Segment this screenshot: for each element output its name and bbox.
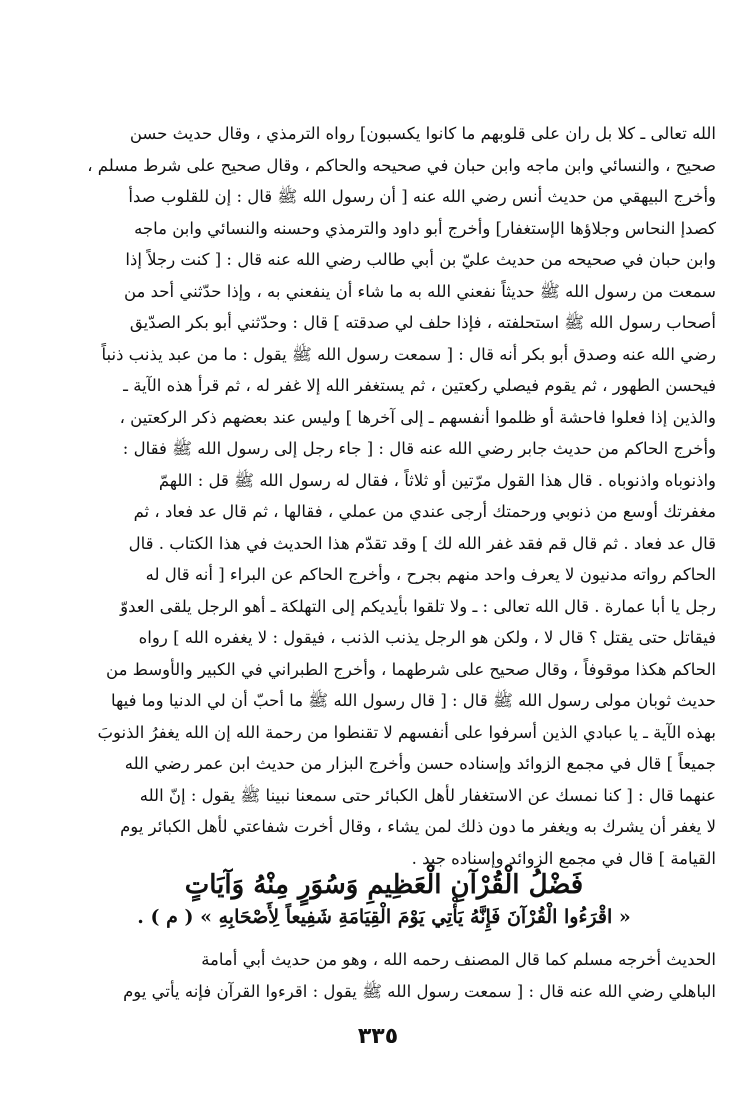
hadith-quote: « اقْرَءُوا الْقُرْآنَ فَإِنَّهُ يَأْتِي يَوْمَ الْقِيَامَةِ شَفِيعاً لِأَصْحَابِهِ » ( م ) . (137, 906, 631, 928)
text-line: رجل يا أبا عمارة . قال الله تعالى : ـ ولا تلقوا بأيديكم إلى التهلكة ـ أهو الرجل يلقى العدوّ (120, 596, 716, 616)
text-line: رضي الله عنه وصدق أبو بكر أنه قال : [ سمعت رسول الله ﷺ يقول : ما من عبد يذنب ذنباً (101, 344, 716, 364)
text-line: صحيح ، والنسائي وابن ماجه وابن حبان في صحيحه والحاكم ، وقال صحيح على شرط مسلم ، (87, 155, 716, 175)
text-line: مغفرتك أوسع من ذنوبي ورحمتك أرجى عندي من عملي ، فقالها ، ثم قال عد فعاد ، ثم (133, 502, 716, 521)
text-line: لا يغفر أن يشرك به ويغفر ما دون ذلك لمن يشاء ، وقال أخرت شفاعتي لأهل الكبائر يوم (120, 817, 716, 836)
text-line: الحديث أخرجه مسلم كما قال المصنف رحمه الله ، وهو من حديث أبي أمامة (201, 950, 716, 969)
text-line: واذنوباه واذنوباه . قال هذا القول مرّتين أو ثلاثاً ، فقال له رسول الله ﷺ قل : اللهمّ (158, 470, 716, 490)
text-line: وأخرج البيهقي من حديث أنس رضي الله عنه [ أن رسول الله ﷺ قال : إن للقلوب صدأ (128, 187, 716, 206)
text-line: جميعاً ] قال في مجمع الزوائد وإسناده حسن وأخرج البزار من حديث ابن عمر رضي الله (124, 754, 716, 773)
text-line: الحاكم رواته مدنيون لا يعرف واحد منهم بجرح ، وأخرج الحاكم عن البراء [ أنه قال له (145, 565, 716, 584)
text-line: فيقاتل حتى يقتل ؟ قال لا ، ولكن هو الرجل يذنب الذنب ، فيقول : لا يغفره الله ] رواه (138, 628, 716, 647)
text-line: أصحاب رسول الله ﷺ استحلفته ، فإذا حلف لي صدقته ] قال : وحدّثني أبو بكر الصدّيق (129, 313, 716, 332)
text-line: وأخرج الحاكم من حديث جابر رضي الله عنه قال : [ جاء رجل إلى رسول الله ﷺ فقال : (122, 439, 716, 458)
section-heading: فَضْلُ الْقُرْآنِ الْعَظِيمِ وَسُوَرٍ مِنْهُ وَآيَاتٍ (184, 870, 584, 900)
commentary-text-continued (52, 944, 716, 1007)
text-line: حديث ثوبان مولى رسول الله ﷺ قال : [ قال رسول الله ﷺ ما أحبّ أن لي الدنيا وما فيها (111, 691, 716, 710)
text-line: والذين إذا فعلوا فاحشة أو ظلموا أنفسهم ـ إلى آخرها ] وليس عند بعضهم ذكر الركعتين ، (119, 407, 716, 427)
text-line: فيحسن الطهور ، ثم يقوم فيصلي ركعتين ، ثم يستغفر الله إلا غفر له ، ثم قرأ هذه الآية ـ (123, 376, 716, 395)
text-line: بهذه الآية ـ يا عبادي الذين أسرفوا على أنفسهم لا تقنطوا من رحمة الله إن الله يغفرُ الذنوبَ (97, 722, 716, 742)
text-line: عنهما قال : [ كنا نمسك عن الاستغفار لأهل الكبائر حتى سمعنا نبينا ﷺ يقول : إنّ الله (139, 785, 716, 805)
text-line: القيامة ] قال في مجمع الزوائد وإسناده جيد . (411, 848, 716, 868)
text-line: الله تعالى ـ كلا بل ران على قلوبهم ما كانوا يكسبون] رواه الترمذي ، وقال حديث حسن (129, 124, 716, 143)
page-number: ٣٣٥ (357, 1024, 399, 1049)
text-line: وابن حبان في صحيحه من حديث عليّ بن أبي طالب رضي الله عنه قال : [ كنت رجلاً إذا (125, 250, 716, 269)
text-line: قال عد فعاد . ثم قال قم فقد غفر الله لك ] وقد تقدّم هذا الحديث في هذا الكتاب . قال (128, 533, 716, 553)
text-line: سمعت من رسول الله ﷺ حديثاً نفعني الله به ما شاء أن ينفعني به ، وإذا حدّثني أحد من (123, 281, 716, 301)
text-line: كصدإ النحاس وجلاؤها الإستغفار] وأخرج أبو داود والترمذي وحسنه والنسائي وابن ماجه (134, 218, 716, 238)
text-line: الباهلي رضي الله عنه قال : [ سمعت رسول الله ﷺ يقول : اقرءوا القرآن فإنه يأتي يوم (123, 981, 716, 1001)
commentary-text (52, 118, 716, 874)
text-line: الحاكم هكذا موقوفاً ، وقال صحيح على شرطهما ، وأخرج الطبراني في الكبير والأوسط من (106, 659, 716, 679)
